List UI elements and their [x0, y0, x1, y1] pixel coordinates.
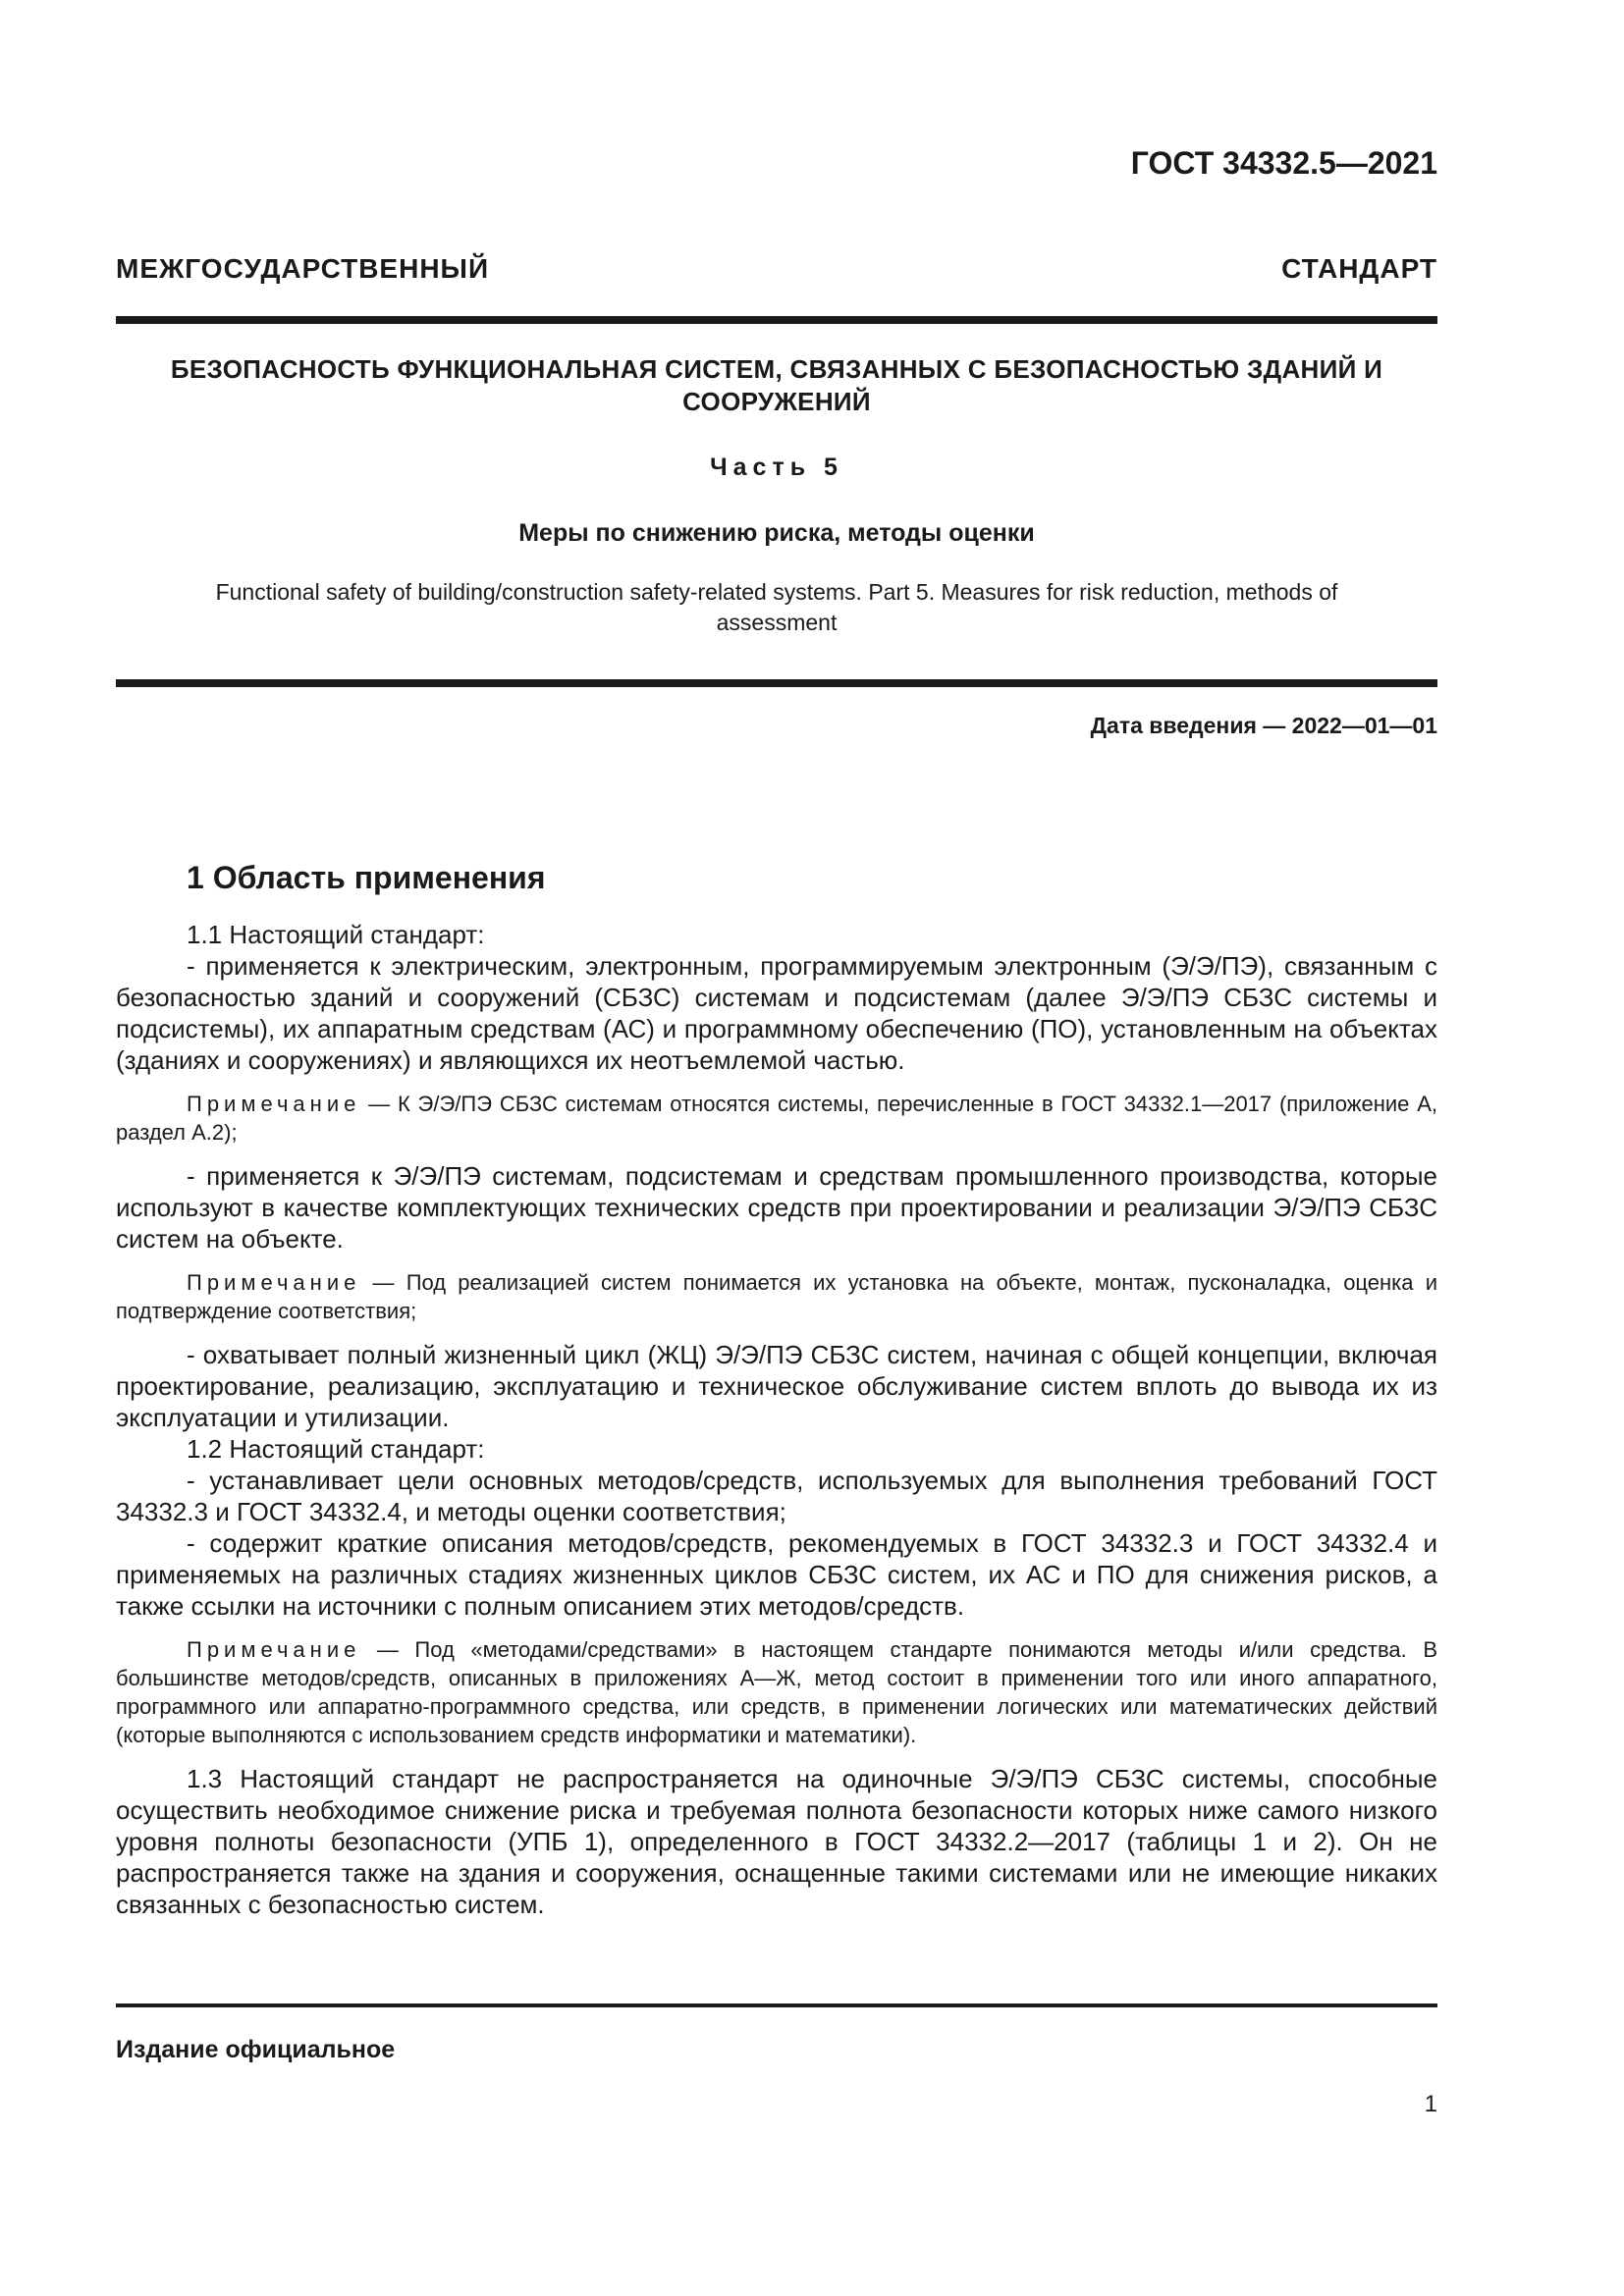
note-label: Примечание — [187, 1637, 361, 1662]
paragraph-scope-3: - охватывает полный жизненный цикл (ЖЦ) Э/Э/ПЭ СБЗС систем, начиная с общей концепции, включая проектирование, реализацию, эксплуатацию и техническое обслуживание систем вплоть до вывода их из эксплуатации и утилизации. — [116, 1340, 1437, 1432]
note-1 — [116, 1090, 1437, 1147]
paragraph-scope-2: - применяется к Э/Э/ПЭ системам, подсистемам и средствам промышленного производства, которые используют в качестве комплектующих технических средств при проектировании и реализации Э/Э/ПЭ СБЗС систем на объекте. — [116, 1161, 1437, 1254]
note-2 — [116, 1268, 1437, 1325]
title-divider — [116, 679, 1437, 687]
header-divider — [116, 316, 1437, 324]
section-body — [116, 919, 1437, 1920]
document-title: БЕЗОПАСНОСТЬ ФУНКЦИОНАЛЬНАЯ СИСТЕМ, СВЯЗАННЫХ С БЕЗОПАСНОСТЬЮ ЗДАНИЙ И СООРУЖЕНИЙ — [170, 354, 1383, 416]
part-label: Часть 5 — [710, 454, 843, 481]
effective-date: Дата введения — 2022—01—01 — [1090, 713, 1437, 738]
paragraph-1-3: 1.3 Настоящий стандарт не распространяется на одиночные Э/Э/ПЭ СБЗС системы, способные осуществить необходимое снижение риска и требуемая полнота безопасности которых ниже самого низкого уровня полноты безопасности (УПБ 1), определенного в ГОСТ 34332.2—2017 (таблицы 1 и 2). Он не распространяется также на здания и сооружения, оснащенные такими системами или не имеющие никаких связанных с безопасностью систем. — [116, 1764, 1437, 1919]
note-1-text: — К Э/Э/ПЭ СБЗС системам относятся системы, перечисленные в ГОСТ 34332.1—2017 (приложение А, раздел А.2); — [116, 1092, 1437, 1145]
edition-label: Издание официальное — [116, 2036, 396, 2063]
standard-number: ГОСТ 34332.5—2021 — [1130, 145, 1437, 181]
paragraph-scope-1: - применяется к электрическим, электронным, программируемым электронным (Э/Э/ПЭ), связанным с безопасностью зданий и сооружений (СБЗС) системам и подсистемам (далее Э/Э/ПЭ СБЗС системы и подсистемы), их аппаратным средствам (АС) и программному обеспечению (ПО), установленным на объектах (зданиях и сооружениях) и являющихся их неотъемлемой частью. — [116, 951, 1437, 1075]
paragraph-1-1: 1.1 Настоящий стандарт: — [187, 920, 485, 949]
note-3 — [116, 1635, 1437, 1749]
paragraph-descriptions: - содержит краткие описания методов/средств, рекомендуемых в ГОСТ 34332.3 и ГОСТ 34332.4 и применяемых на различных стадиях жизненных циклов СБЗС систем, их АС и ПО для снижения рисков, а также ссылки на источники с полным описанием этих методов/средств. — [116, 1528, 1437, 1621]
footer-divider — [116, 2003, 1437, 2007]
note-label: Примечание — [187, 1270, 361, 1295]
section-heading: 1 Область применения — [187, 860, 546, 895]
paragraph-goals: - устанавливает цели основных методов/средств, используемых для выполнения требований ГОСТ 34332.3 и ГОСТ 34332.4, и методы оценки соответствия; — [116, 1466, 1437, 1526]
paragraph-1-2: 1.2 Настоящий стандарт: — [187, 1434, 485, 1464]
note-2-text: — Под реализацией систем понимается их установка на объекте, монтаж, пусконаладка, оценка и подтверждение соответствия; — [116, 1270, 1437, 1323]
note-3-text: — Под «методами/средствами» в настоящем стандарте понимаются методы и/или средства. В большинстве методов/средств, описанных в приложениях А—Ж, метод состоит в применении того или иного аппаратного, программного или аппаратно-программного средства, или средств, в применении логических или математических действий (которые выполняются с использованием средств информатики и математики). — [116, 1637, 1437, 1747]
note-label: Примечание — [187, 1092, 361, 1116]
english-title: Functional safety of building/construction safety-related systems. Part 5. Measures for risk reduction, methods of assessment — [215, 579, 1338, 635]
document-subtitle: Меры по снижению риска, методы оценки — [518, 519, 1035, 547]
page-number: 1 — [1424, 2091, 1437, 2117]
standard-type: МЕЖГОСУДАРСТВЕННЫЙ СТАНДАРТ — [116, 253, 1437, 284]
